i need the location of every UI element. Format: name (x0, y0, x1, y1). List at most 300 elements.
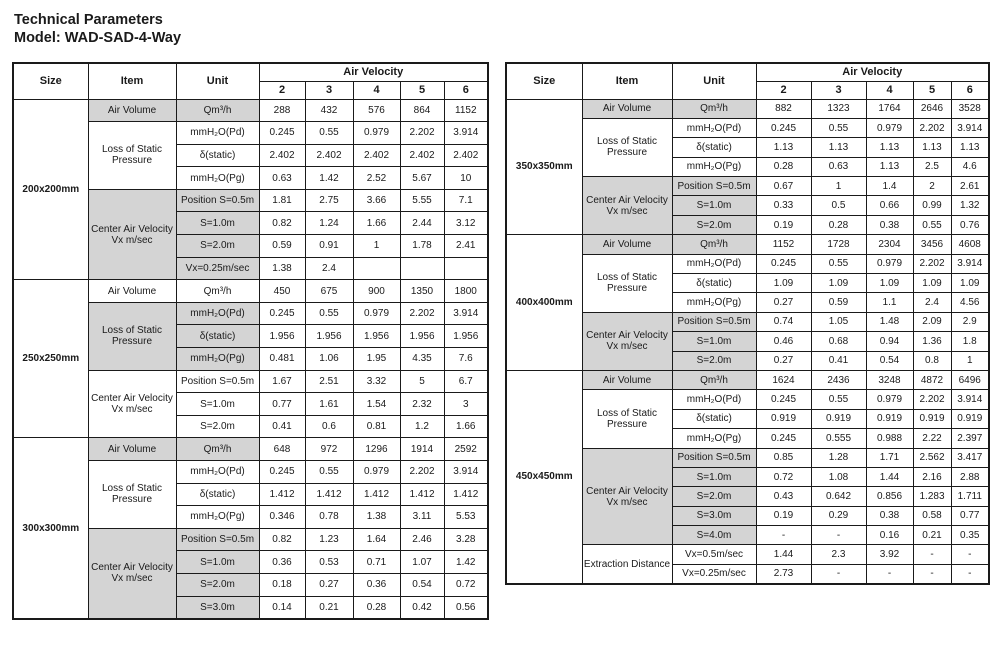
unit-cell: δ(static) (672, 274, 756, 293)
value-cell: 7.1 (444, 189, 488, 212)
value-cell: 1.64 (353, 528, 400, 551)
unit-cell: Vx=0.25m/sec (672, 564, 756, 583)
value-cell: - (951, 545, 989, 564)
value-cell: 1.95 (353, 348, 400, 371)
value-cell: 0.55 (811, 118, 866, 137)
value-cell: 3.914 (444, 122, 488, 145)
value-cell: 0.55 (305, 122, 353, 145)
unit-cell: Qm³/h (176, 438, 259, 461)
unit-cell: S=1.0m (672, 467, 756, 486)
value-cell: 1152 (444, 99, 488, 122)
value-cell: 1.13 (913, 138, 951, 157)
value-cell: 0.55 (811, 254, 866, 273)
size-cell: 300x300mm (13, 438, 88, 619)
value-cell: 1.956 (259, 325, 305, 348)
unit-cell: S=2.0m (176, 235, 259, 258)
size-cell: 450x450mm (506, 370, 582, 583)
value-cell: 4608 (951, 235, 989, 254)
velocity-header: 2 (259, 81, 305, 99)
value-cell: 2592 (444, 438, 488, 461)
value-cell: 0.245 (259, 122, 305, 145)
value-cell: 0.979 (866, 390, 913, 409)
value-cell: 0.245 (259, 461, 305, 484)
item-header: Item (88, 63, 176, 99)
value-cell: 6.7 (444, 370, 488, 393)
value-cell: 0.42 (400, 596, 444, 619)
value-cell: 0.481 (259, 348, 305, 371)
value-cell: 1.66 (353, 212, 400, 235)
value-cell: 0.36 (353, 573, 400, 596)
value-cell: 3.12 (444, 212, 488, 235)
value-cell: 0.46 (756, 332, 811, 351)
value-cell: 2.88 (951, 467, 989, 486)
velocity-header: 5 (913, 81, 951, 99)
value-cell: 0.245 (756, 390, 811, 409)
value-cell: 1323 (811, 99, 866, 118)
unit-cell: S=1.0m (672, 332, 756, 351)
unit-cell: Qm³/h (672, 99, 756, 118)
value-cell: 1.956 (444, 325, 488, 348)
value-cell: 0.16 (866, 526, 913, 545)
unit-cell: Position S=0.5m (672, 448, 756, 467)
unit-cell: S=2.0m (672, 215, 756, 234)
unit-header: Unit (672, 63, 756, 99)
value-cell: 450 (259, 280, 305, 303)
value-cell: - (811, 526, 866, 545)
item-cell: Loss of Static Pressure (582, 118, 672, 176)
value-cell: 2.51 (305, 370, 353, 393)
value-cell: 2.5 (913, 157, 951, 176)
value-cell: 1.48 (866, 312, 913, 331)
value-cell (444, 257, 488, 280)
unit-cell: δ(static) (672, 409, 756, 428)
value-cell: 5 (400, 370, 444, 393)
unit-cell: S=3.0m (176, 596, 259, 619)
value-cell: 0.8 (913, 351, 951, 370)
value-cell: 432 (305, 99, 353, 122)
value-cell: 3.11 (400, 506, 444, 529)
air-velocity-header: Air Velocity (259, 63, 488, 81)
value-cell: 1.78 (400, 235, 444, 258)
value-cell: 1.956 (305, 325, 353, 348)
velocity-header: 3 (811, 81, 866, 99)
value-cell: 2.16 (913, 467, 951, 486)
value-cell: 2.562 (913, 448, 951, 467)
value-cell: 3.914 (951, 390, 989, 409)
value-cell: 7.6 (444, 348, 488, 371)
value-cell: 1.09 (913, 274, 951, 293)
unit-cell: Qm³/h (672, 235, 756, 254)
item-header: Item (582, 63, 672, 99)
value-cell: 2.402 (259, 144, 305, 167)
value-cell: 0.53 (305, 551, 353, 574)
value-cell: 2.202 (400, 302, 444, 325)
value-cell: 0.66 (866, 196, 913, 215)
unit-cell: Qm³/h (672, 370, 756, 389)
value-cell: 2.402 (400, 144, 444, 167)
value-cell: 0.55 (913, 215, 951, 234)
value-cell: 1.13 (951, 138, 989, 157)
unit-cell: Qm³/h (176, 280, 259, 303)
value-cell: 2.4 (913, 293, 951, 312)
value-cell: 1.13 (866, 138, 913, 157)
unit-cell: mmH₂O(Pd) (176, 461, 259, 484)
value-cell: 2.402 (305, 144, 353, 167)
item-cell: Center Air Velocity Vx m/sec (582, 312, 672, 370)
value-cell: 0.54 (866, 351, 913, 370)
item-cell: Loss of Static Pressure (88, 461, 176, 529)
item-cell: Center Air Velocity Vx m/sec (88, 528, 176, 618)
air-velocity-header: Air Velocity (756, 63, 989, 81)
value-cell: 0.91 (305, 235, 353, 258)
value-cell: 2.46 (400, 528, 444, 551)
value-cell (353, 257, 400, 280)
item-cell: Loss of Static Pressure (582, 390, 672, 448)
value-cell: 6496 (951, 370, 989, 389)
value-cell: 1.412 (400, 483, 444, 506)
value-cell: 0.82 (259, 212, 305, 235)
model-name: Model: WAD-SAD-4-Way (14, 30, 182, 46)
value-cell: 2.73 (756, 564, 811, 583)
value-cell: 2.44 (400, 212, 444, 235)
value-cell: 0.21 (305, 596, 353, 619)
value-cell: 1.412 (305, 483, 353, 506)
value-cell: 5.55 (400, 189, 444, 212)
value-cell: 0.979 (866, 118, 913, 137)
unit-cell: S=1.0m (176, 393, 259, 416)
value-cell: 0.55 (305, 461, 353, 484)
value-cell: 0.82 (259, 528, 305, 551)
unit-cell: δ(static) (176, 144, 259, 167)
value-cell: 0.72 (444, 573, 488, 596)
value-cell: 0.68 (811, 332, 866, 351)
value-cell: 2304 (866, 235, 913, 254)
item-cell: Air Volume (88, 280, 176, 303)
unit-header: Unit (176, 63, 259, 99)
value-cell: 3.92 (866, 545, 913, 564)
value-cell: 1.32 (951, 196, 989, 215)
value-cell: 648 (259, 438, 305, 461)
value-cell: 0.78 (305, 506, 353, 529)
value-cell: 1152 (756, 235, 811, 254)
value-cell: 4872 (913, 370, 951, 389)
value-cell: 2.202 (400, 122, 444, 145)
velocity-header: 3 (305, 81, 353, 99)
item-cell: Extraction Distance (582, 545, 672, 584)
value-cell: 1.13 (866, 157, 913, 176)
value-cell: 0.55 (811, 390, 866, 409)
value-cell: 0.59 (259, 235, 305, 258)
value-cell: 0.979 (866, 254, 913, 273)
value-cell: 0.72 (756, 467, 811, 486)
unit-cell: S=2.0m (176, 415, 259, 438)
value-cell: 1764 (866, 99, 913, 118)
value-cell: 3.914 (951, 118, 989, 137)
value-cell: 2.75 (305, 189, 353, 212)
value-cell: 2436 (811, 370, 866, 389)
size-header: Size (13, 63, 88, 99)
size-cell: 200x200mm (13, 99, 88, 280)
item-cell: Loss of Static Pressure (88, 122, 176, 190)
value-cell: 1.54 (353, 393, 400, 416)
value-cell: - (866, 564, 913, 583)
value-cell: 1.956 (353, 325, 400, 348)
value-cell: 2.41 (444, 235, 488, 258)
value-cell: 1.412 (353, 483, 400, 506)
table-row (506, 99, 989, 118)
value-cell: 10 (444, 167, 488, 190)
value-cell: 1.44 (756, 545, 811, 564)
item-cell: Air Volume (582, 235, 672, 254)
value-cell: 0.85 (756, 448, 811, 467)
value-cell: 1 (951, 351, 989, 370)
value-cell: 0.346 (259, 506, 305, 529)
value-cell: 0.919 (913, 409, 951, 428)
value-cell: 1296 (353, 438, 400, 461)
value-cell: 3.914 (951, 254, 989, 273)
value-cell: 3.32 (353, 370, 400, 393)
table-row (13, 99, 488, 122)
unit-cell: mmH₂O(Pd) (176, 302, 259, 325)
unit-cell: Position S=0.5m (176, 189, 259, 212)
value-cell: 288 (259, 99, 305, 122)
value-cell: 0.19 (756, 215, 811, 234)
value-cell: 3 (444, 393, 488, 416)
value-cell: 0.38 (866, 506, 913, 525)
value-cell: 0.245 (756, 118, 811, 137)
unit-cell: S=4.0m (672, 526, 756, 545)
value-cell: 1.44 (866, 467, 913, 486)
value-cell: 0.81 (353, 415, 400, 438)
value-cell: 5.53 (444, 506, 488, 529)
value-cell: 1800 (444, 280, 488, 303)
unit-cell: mmH₂O(Pd) (672, 118, 756, 137)
value-cell: 1.09 (756, 274, 811, 293)
value-cell: 0.55 (305, 302, 353, 325)
value-cell: 1.09 (811, 274, 866, 293)
value-cell: 0.5 (811, 196, 866, 215)
parameters-table-left (12, 62, 489, 620)
value-cell: 1.711 (951, 487, 989, 506)
unit-cell: Position S=0.5m (176, 370, 259, 393)
value-cell: - (951, 564, 989, 583)
value-cell: 1914 (400, 438, 444, 461)
value-cell: 1.08 (811, 467, 866, 486)
value-cell: 0.245 (259, 302, 305, 325)
value-cell: 1.67 (259, 370, 305, 393)
unit-cell: Vx=0.25m/sec (176, 257, 259, 280)
value-cell: 1.24 (305, 212, 353, 235)
value-cell: 2.52 (353, 167, 400, 190)
value-cell: 0.555 (811, 429, 866, 448)
value-cell: 1.09 (866, 274, 913, 293)
value-cell: 2.397 (951, 429, 989, 448)
unit-cell: δ(static) (176, 325, 259, 348)
value-cell: 0.76 (951, 215, 989, 234)
unit-cell: Position S=0.5m (672, 177, 756, 196)
value-cell: 3528 (951, 99, 989, 118)
value-cell: 1.61 (305, 393, 353, 416)
table-row (506, 235, 989, 254)
value-cell: - (811, 564, 866, 583)
value-cell: 1.66 (444, 415, 488, 438)
value-cell: 3.417 (951, 448, 989, 467)
value-cell: 1.42 (444, 551, 488, 574)
value-cell: 2.09 (913, 312, 951, 331)
value-cell: 1.36 (913, 332, 951, 351)
value-cell: 5.67 (400, 167, 444, 190)
item-cell: Air Volume (582, 370, 672, 389)
value-cell: 0.919 (756, 409, 811, 428)
value-cell: 0.245 (756, 429, 811, 448)
value-cell: 1.4 (866, 177, 913, 196)
table-row (13, 280, 488, 303)
value-cell: 0.94 (866, 332, 913, 351)
value-cell: 2.202 (400, 461, 444, 484)
value-cell: - (913, 545, 951, 564)
value-cell: 1350 (400, 280, 444, 303)
value-cell: 1.71 (866, 448, 913, 467)
value-cell: 3.914 (444, 302, 488, 325)
value-cell: 0.63 (259, 167, 305, 190)
unit-cell: S=2.0m (672, 487, 756, 506)
value-cell: 0.43 (756, 487, 811, 506)
velocity-header: 2 (756, 81, 811, 99)
value-cell: 0.988 (866, 429, 913, 448)
unit-cell: Qm³/h (176, 99, 259, 122)
value-cell: 0.54 (400, 573, 444, 596)
value-cell: 1624 (756, 370, 811, 389)
size-cell: 400x400mm (506, 235, 582, 371)
value-cell: 0.979 (353, 461, 400, 484)
value-cell: 1.05 (811, 312, 866, 331)
table-row (13, 438, 488, 461)
size-cell: 250x250mm (13, 280, 88, 438)
item-cell: Loss of Static Pressure (582, 254, 672, 312)
unit-cell: mmH₂O(Pd) (672, 390, 756, 409)
value-cell: 0.27 (305, 573, 353, 596)
value-cell: 1.956 (400, 325, 444, 348)
value-cell: 3248 (866, 370, 913, 389)
unit-cell: S=2.0m (672, 351, 756, 370)
value-cell: 1.07 (400, 551, 444, 574)
value-cell: 1 (811, 177, 866, 196)
item-cell: Loss of Static Pressure (88, 302, 176, 370)
item-cell: Air Volume (88, 99, 176, 122)
velocity-header: 6 (444, 81, 488, 99)
value-cell: 1.412 (444, 483, 488, 506)
value-cell: 3.914 (444, 461, 488, 484)
velocity-header: 4 (866, 81, 913, 99)
velocity-header: 4 (353, 81, 400, 99)
value-cell: 1728 (811, 235, 866, 254)
unit-cell: Vx=0.5m/sec (672, 545, 756, 564)
value-cell: 2 (913, 177, 951, 196)
parameters-table-right (505, 62, 990, 585)
value-cell: - (913, 564, 951, 583)
unit-cell: mmH₂O(Pg) (672, 293, 756, 312)
value-cell: 0.979 (353, 302, 400, 325)
value-cell: 0.67 (756, 177, 811, 196)
size-header: Size (506, 63, 582, 99)
value-cell: 864 (400, 99, 444, 122)
value-cell: 0.27 (756, 293, 811, 312)
value-cell: 1.412 (259, 483, 305, 506)
unit-cell: mmH₂O(Pg) (672, 429, 756, 448)
value-cell: 1.13 (811, 138, 866, 157)
item-cell: Center Air Velocity Vx m/sec (582, 177, 672, 235)
value-cell: 0.28 (811, 215, 866, 234)
value-cell: 0.919 (951, 409, 989, 428)
value-cell: 0.919 (866, 409, 913, 428)
value-cell: 0.28 (756, 157, 811, 176)
value-cell: 0.59 (811, 293, 866, 312)
value-cell: 3.66 (353, 189, 400, 212)
value-cell: 0.245 (756, 254, 811, 273)
value-cell: 972 (305, 438, 353, 461)
value-cell: 675 (305, 280, 353, 303)
value-cell: 0.41 (811, 351, 866, 370)
value-cell: 1.23 (305, 528, 353, 551)
value-cell: 0.63 (811, 157, 866, 176)
item-cell: Center Air Velocity Vx m/sec (88, 370, 176, 438)
value-cell: 0.77 (259, 393, 305, 416)
item-cell: Air Volume (582, 99, 672, 118)
value-cell: 0.36 (259, 551, 305, 574)
value-cell: 0.6 (305, 415, 353, 438)
unit-cell: mmH₂O(Pg) (176, 348, 259, 371)
value-cell: 1.42 (305, 167, 353, 190)
value-cell: 1.1 (866, 293, 913, 312)
value-cell: 0.18 (259, 573, 305, 596)
unit-cell: mmH₂O(Pg) (672, 157, 756, 176)
value-cell: 2.202 (913, 390, 951, 409)
value-cell: 1.81 (259, 189, 305, 212)
value-cell: 2646 (913, 99, 951, 118)
table-row (506, 370, 989, 389)
value-cell: 3.28 (444, 528, 488, 551)
unit-cell: S=3.0m (672, 506, 756, 525)
unit-cell: δ(static) (672, 138, 756, 157)
value-cell: 0.77 (951, 506, 989, 525)
item-cell: Air Volume (88, 438, 176, 461)
value-cell: 2.4 (305, 257, 353, 280)
unit-cell: mmH₂O(Pg) (176, 506, 259, 529)
unit-cell: mmH₂O(Pg) (176, 167, 259, 190)
value-cell: 1.38 (353, 506, 400, 529)
value-cell: 0.71 (353, 551, 400, 574)
value-cell: 1.38 (259, 257, 305, 280)
value-cell: 1.13 (756, 138, 811, 157)
value-cell: 900 (353, 280, 400, 303)
unit-cell: S=1.0m (672, 196, 756, 215)
value-cell: 0.35 (951, 526, 989, 545)
value-cell: 0.21 (913, 526, 951, 545)
unit-cell: δ(static) (176, 483, 259, 506)
value-cell: 2.3 (811, 545, 866, 564)
value-cell: 0.14 (259, 596, 305, 619)
value-cell: 0.33 (756, 196, 811, 215)
value-cell: 2.32 (400, 393, 444, 416)
value-cell: 0.856 (866, 487, 913, 506)
unit-cell: S=1.0m (176, 212, 259, 235)
size-cell: 350x350mm (506, 99, 582, 235)
value-cell: 0.28 (353, 596, 400, 619)
value-cell: 1.09 (951, 274, 989, 293)
value-cell: 4.35 (400, 348, 444, 371)
unit-cell: S=1.0m (176, 551, 259, 574)
value-cell: 0.27 (756, 351, 811, 370)
